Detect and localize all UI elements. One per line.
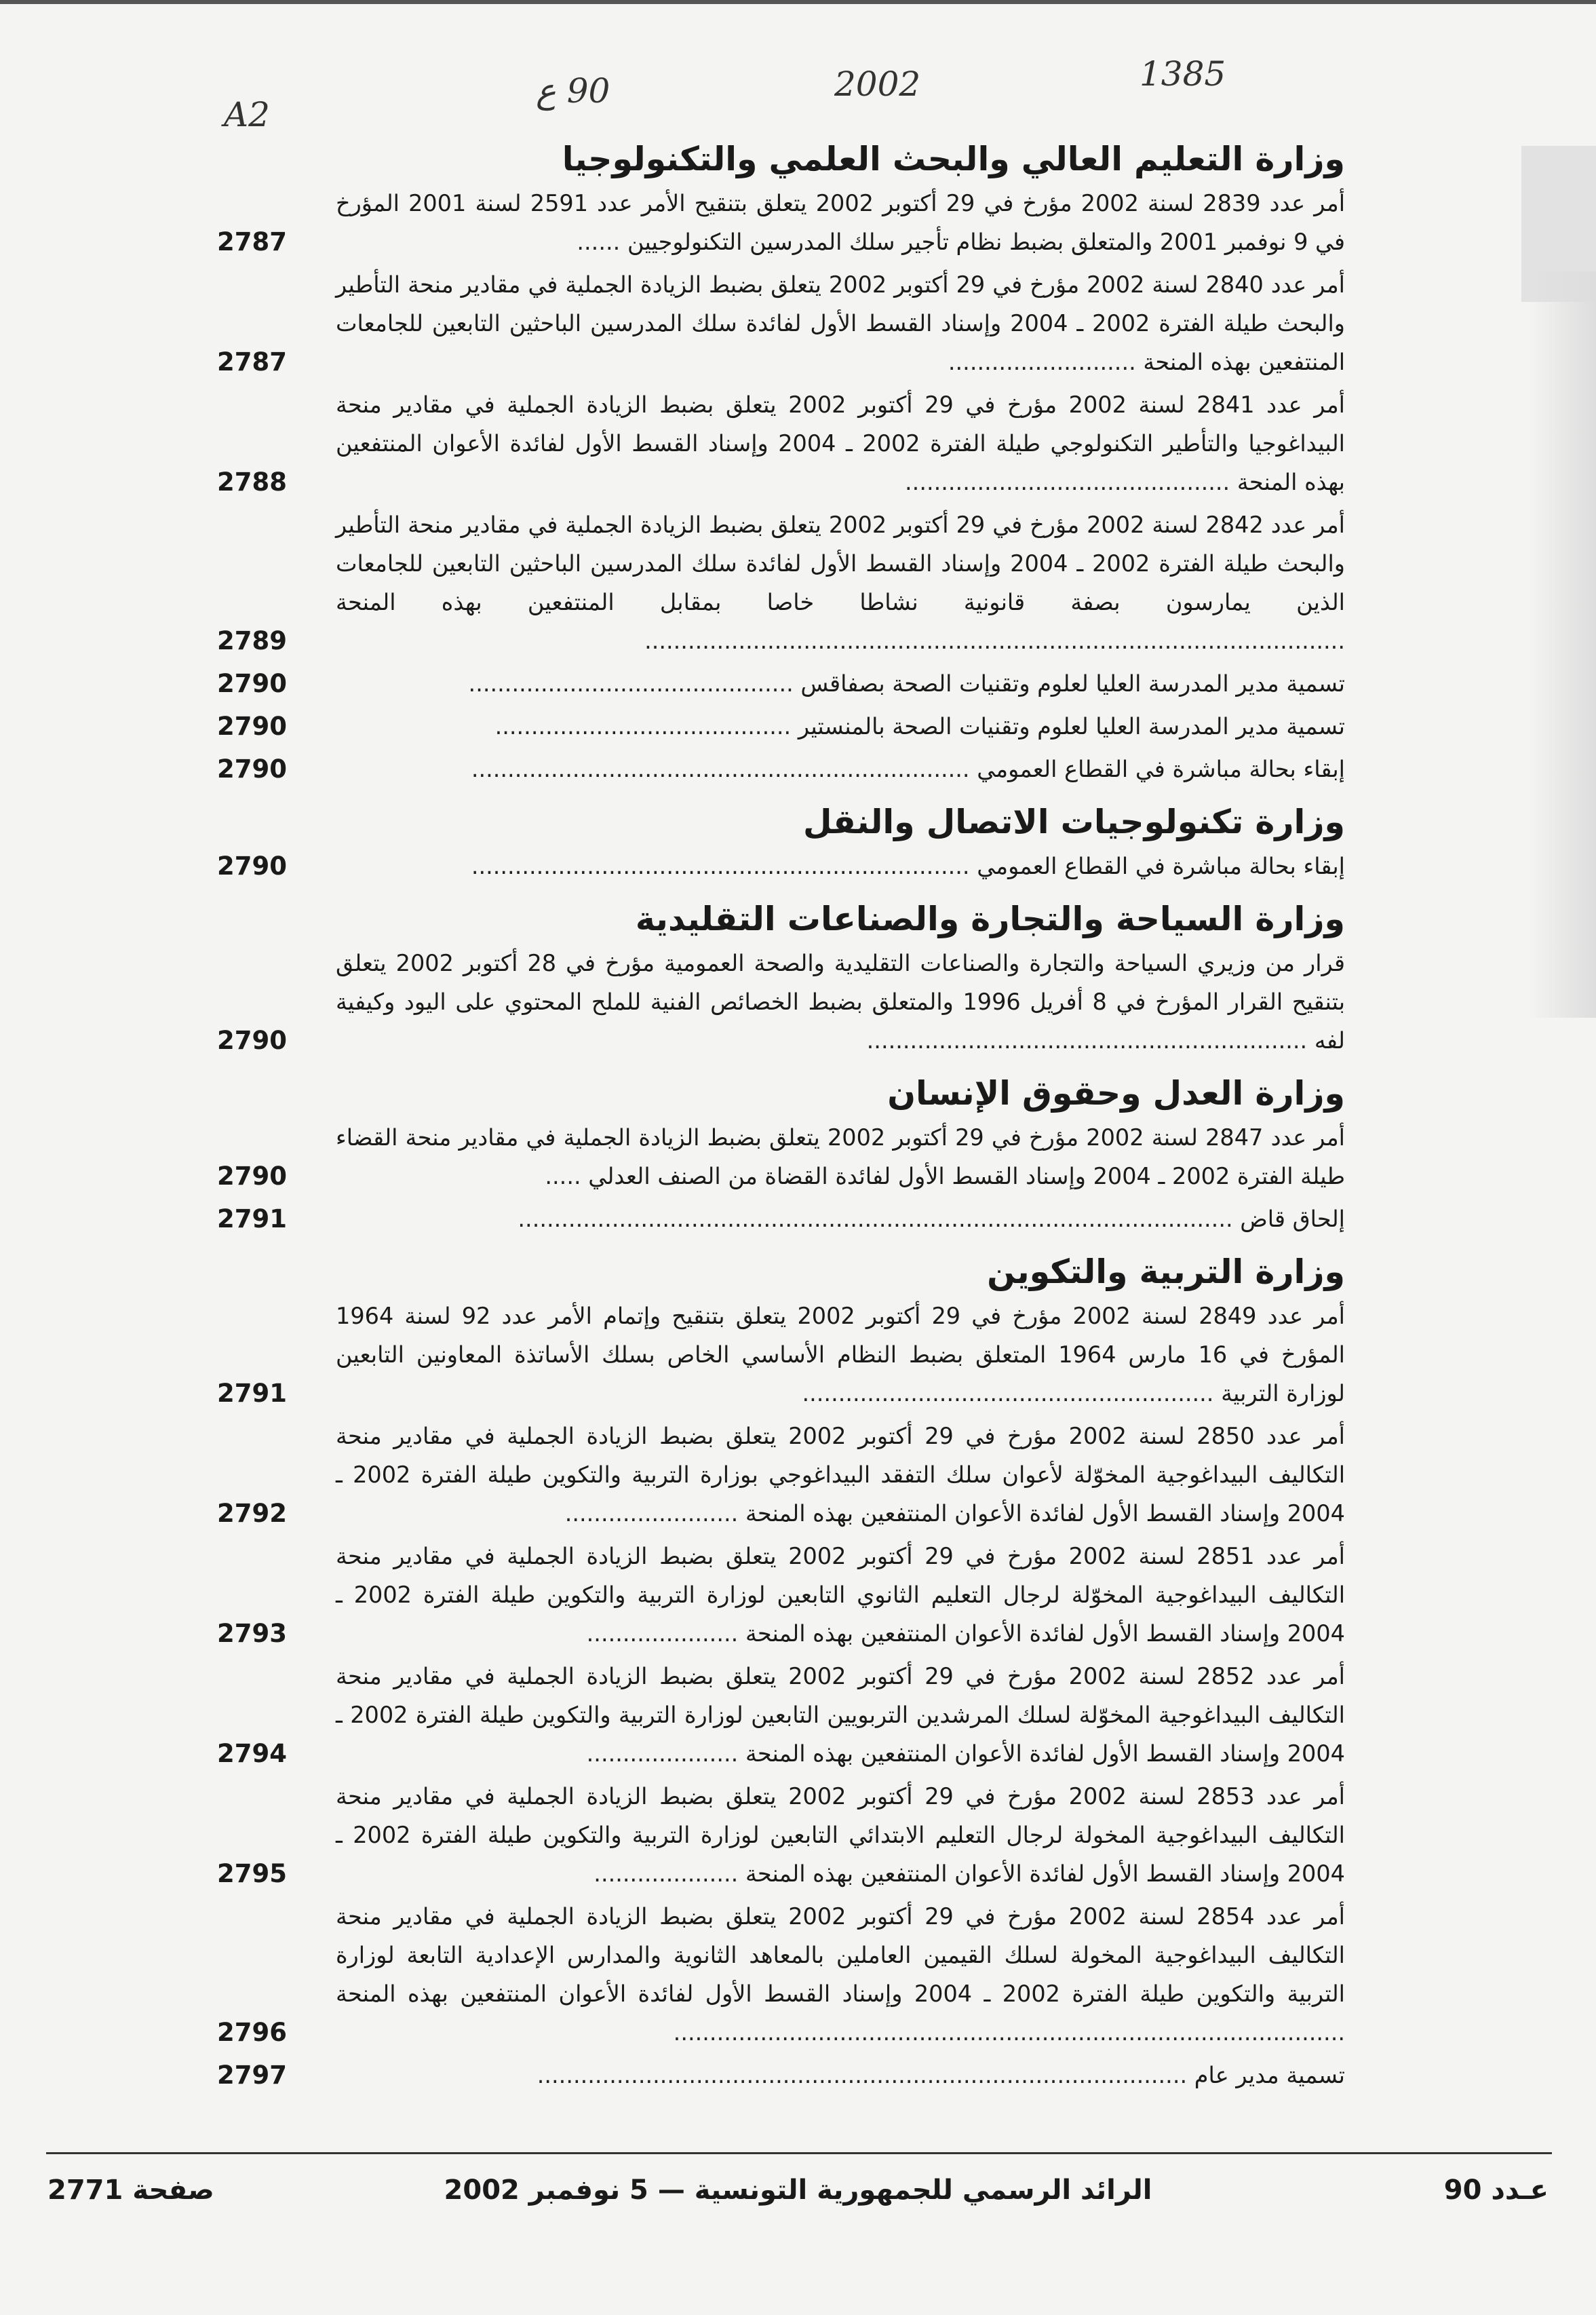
entry-page-number: 2787 xyxy=(217,347,287,377)
leader-dots: ..... xyxy=(545,1163,581,1189)
entry-page-number: 2790 xyxy=(217,669,287,698)
entry-text: أمر عدد 2840 لسنة 2002 مؤرخ في 29 أكتوبر 2002 يتعلق بضبط الزيادة الجملية في مقادير منحة التأطير والبحث طيلة الفترة 2002 ـ 2004 وإسناد القسط الأول لفائدة سلك المدرسين الباحثين التابعين للجامعات المنتفعين بهذه المنحة xyxy=(336,271,1345,375)
leader-dots: ........................ xyxy=(564,1500,739,1527)
ministry-section xyxy=(217,1248,1345,2094)
entry-text: تسمية مدير المدرسة العليا لعلوم وتقنيات الصحة بصفاقس xyxy=(800,670,1345,697)
entry-text: أمر عدد 2849 لسنة 2002 مؤرخ في 29 أكتوبر 2002 يتعلق بتنقيح وإتمام الأمر عدد 92 لسنة 1964 المؤرخ في 16 مارس 1964 المتعلق بضبط النظام الأساسي الخاص بسلك الأساتذة المعاونين التابعين لوزارة التربية xyxy=(336,1303,1345,1407)
ministry-section xyxy=(217,895,1345,1060)
entry-page-number: 2790 xyxy=(217,1026,287,1055)
toc-entry[interactable] xyxy=(217,265,1345,381)
handwritten-note-1: A2 xyxy=(224,95,270,134)
toc-entry[interactable] xyxy=(217,1537,1345,1653)
entry-text: إلحاق قاض xyxy=(1240,1206,1345,1232)
issue-number: عـدد 90 xyxy=(1443,2175,1549,2206)
entry-text-block xyxy=(336,1777,1345,1893)
leader-dots: ..................... xyxy=(586,1620,739,1647)
entry-text: أمر عدد 2850 لسنة 2002 مؤرخ في 29 أكتوبر 2002 يتعلق بضبط الزيادة الجملية في مقادير منحة التكاليف البيداغوجية المخوّلة لأعوان سلك التفقد البيداغوجي بوزارة التربية والتكوين طيلة الفترة 2002 ـ 2004 وإسناد القسط الأول لفائدة الأعوان المنتفعين بهذه المنحة xyxy=(336,1423,1345,1527)
entry-text: أمر عدد 2853 لسنة 2002 مؤرخ في 29 أكتوبر 2002 يتعلق بضبط الزيادة الجملية في مقادير منحة التكاليف البيداغوجية المخولة لرجال التعليم الابتدائي التابعين لوزارة التربية والتكوين طيلة الفترة 2002 ـ 2004 وإسناد القسط الأول لفائدة الأعوان المنتفعين بهذه المنحة xyxy=(336,1783,1345,1887)
entry-page-number: 2797 xyxy=(217,2061,287,2090)
entry-text: أمر عدد 2851 لسنة 2002 مؤرخ في 29 أكتوبر 2002 يتعلق بضبط الزيادة الجملية في مقادير منحة التكاليف البيداغوجية المخوّلة لرجال التعليم الثانوي التابعين لوزارة التربية والتكوين طيلة الفترة 2002 ـ 2004 وإسناد القسط الأول لفائدة الأعوان المنتفعين بهذه المنحة xyxy=(336,1543,1345,1647)
entry-text: أمر عدد 2839 لسنة 2002 مؤرخ في 29 أكتوبر 2002 يتعلق بتنقيح الأمر عدد 2591 لسنة 2001 المؤرخ في 9 نوفمبر 2001 والمتعلق بضبط نظام تأجير سلك المدرسين التكنولوجيين xyxy=(336,190,1346,255)
leader-dots: ............................................. xyxy=(468,670,794,697)
handwritten-note-4: 1385 xyxy=(1140,54,1226,94)
toc-entry[interactable] xyxy=(217,505,1345,660)
toc-entry[interactable] xyxy=(217,707,1345,746)
entry-page-number: 2789 xyxy=(217,626,287,655)
entry-text-block xyxy=(336,1297,1345,1413)
entry-page-number: 2790 xyxy=(217,712,287,741)
footer-divider xyxy=(46,2152,1552,2154)
entry-text-block xyxy=(336,847,1345,885)
table-of-contents xyxy=(217,126,1345,2099)
ministry-title: وزارة العدل وحقوق الإنسان xyxy=(887,1074,1345,1113)
gazette-title: الرائد الرسمي للجمهورية التونسية — 5 نوفمبر 2002 xyxy=(444,2175,1152,2206)
leader-dots: .................... xyxy=(593,1860,739,1887)
toc-entry[interactable] xyxy=(217,847,1345,885)
entry-text-block xyxy=(336,1118,1345,1195)
ministry-section xyxy=(217,135,1345,788)
entry-text-block xyxy=(336,1897,1345,2052)
toc-entry[interactable] xyxy=(217,1897,1345,2052)
entry-page-number: 2788 xyxy=(217,467,287,497)
leader-dots: ...... xyxy=(577,229,621,255)
entry-text: أمر عدد 2854 لسنة 2002 مؤرخ في 29 أكتوبر 2002 يتعلق بضبط الزيادة الجملية في مقادير منحة التكاليف البيداغوجية المخولة لسلك القيمين العاملين بالمعاهد الثانوية والمدارس الإعدادية التابعة لوزارة التربية والتكوين طيلة الفترة 2002 ـ 2004 وإسناد القسط الأول لفائدة الأعوان المنتفعين بهذه المنحة xyxy=(336,1903,1345,2007)
entry-text: إبقاء بحالة مباشرة في القطاع العمومي xyxy=(977,756,1345,782)
toc-entry[interactable] xyxy=(217,750,1345,788)
toc-entry[interactable] xyxy=(217,1297,1345,1413)
entry-text-block xyxy=(336,707,1345,746)
entry-page-number: 2795 xyxy=(217,1859,287,1888)
leader-dots: ......................................................... xyxy=(802,1380,1214,1407)
entry-text: قرار من وزيري السياحة والتجارة والصناعات التقليدية والصحة العمومية مؤرخ في 28 أكتوبر 2002 يتعلق بتنقيح القرار المؤرخ في 8 أفريل 1996 والمتعلق بضبط الخصائص الفنية للملح المحتوي على اليود وكيفية لفه xyxy=(336,950,1346,1054)
entry-text-block xyxy=(336,664,1345,703)
entry-text: أمر عدد 2852 لسنة 2002 مؤرخ في 29 أكتوبر 2002 يتعلق بضبط الزيادة الجملية في مقادير منحة التكاليف البيداغوجية المخوّلة لسلك المرشدين التربويين التابعين لوزارة التربية والتكوين طيلة الفترة 2002 ـ 2004 وإسناد القسط الأول لفائدة الأعوان المنتفعين بهذه المنحة xyxy=(336,1663,1345,1767)
toc-entry[interactable] xyxy=(217,1777,1345,1893)
leader-dots: .......................... xyxy=(948,349,1136,375)
entry-text-block xyxy=(336,944,1345,1060)
entry-page-number: 2796 xyxy=(217,2018,287,2047)
entry-text: أمر عدد 2842 لسنة 2002 مؤرخ في 29 أكتوبر 2002 يتعلق بضبط الزيادة الجملية في مقادير منحة التأطير والبحث طيلة الفترة 2002 ـ 2004 وإسناد القسط الأول لفائدة سلك المدرسين الباحثين التابعين للجامعات الذين يمارسون بصفة قانونية نشاطا خاصا بمقابل المنتفعين بهذه المنحة xyxy=(336,512,1345,615)
entry-text-block xyxy=(336,1417,1345,1533)
entry-page-number: 2792 xyxy=(217,1499,287,1528)
toc-entry[interactable] xyxy=(217,1417,1345,1533)
top-edge-line xyxy=(0,0,1596,4)
ministry-title: وزارة السياحة والتجارة والصناعات التقليدية xyxy=(635,900,1345,938)
entry-text: إبقاء بحالة مباشرة في القطاع العمومي xyxy=(977,853,1345,879)
entry-page-number: 2790 xyxy=(217,1162,287,1191)
page-number: صفحة 2771 xyxy=(47,2175,214,2206)
entry-page-number: 2791 xyxy=(217,1204,287,1233)
leader-dots: ............................................................. xyxy=(866,1027,1308,1054)
leader-dots: ..................................................................... xyxy=(471,756,970,782)
leader-dots: .......................................................................................... xyxy=(537,2062,1188,2088)
entry-page-number: 2794 xyxy=(217,1739,287,1768)
entry-text: أمر عدد 2847 لسنة 2002 مؤرخ في 29 أكتوبر 2002 يتعلق بضبط الزيادة الجملية في مقادير منحة القضاء طيلة الفترة 2002 ـ 2004 وإسناد القسط الأول لفائدة القضاة من الصنف العدلي xyxy=(336,1124,1345,1189)
leader-dots: ......................................... xyxy=(494,713,792,740)
entry-text-block xyxy=(336,2056,1345,2094)
leader-dots: ..................................................................... xyxy=(471,853,970,879)
ministry-section xyxy=(217,1069,1345,1238)
entry-text-block xyxy=(336,265,1345,381)
ministry-section xyxy=(217,798,1345,885)
leader-dots: ............................................................................................. xyxy=(673,2019,1345,2046)
leader-dots: ..................... xyxy=(586,1740,739,1767)
entry-page-number: 2790 xyxy=(217,852,287,881)
toc-entry[interactable] xyxy=(217,1200,1345,1238)
entry-text-block xyxy=(336,1537,1345,1653)
entry-text: أمر عدد 2841 لسنة 2002 مؤرخ في 29 أكتوبر 2002 يتعلق بضبط الزيادة الجملية في مقادير منحة البيداغوجيا والتأطير التكنولوجي طيلة الفترة 2002 ـ 2004 وإسناد القسط الأول لفائدة الأعوان المنتفعين بهذه المنحة xyxy=(336,391,1345,495)
ministry-title: وزارة التعليم العالي والبحث العلمي والتكنولوجيا xyxy=(562,140,1345,178)
entry-text-block xyxy=(336,750,1345,788)
toc-entry[interactable] xyxy=(217,664,1345,703)
ministry-title: وزارة التربية والتكوين xyxy=(987,1252,1345,1291)
handwritten-note-2: 90 ع xyxy=(536,71,610,111)
entry-text-block xyxy=(336,1657,1345,1773)
entry-text-block xyxy=(336,184,1345,261)
page-edge-shadow xyxy=(1528,271,1596,1018)
page-footer xyxy=(47,2175,1549,2215)
entry-page-number: 2791 xyxy=(217,1379,287,1408)
leader-dots: ............................................. xyxy=(905,469,1230,495)
toc-entry[interactable] xyxy=(217,1118,1345,1195)
entry-text: تسمية مدير المدرسة العليا لعلوم وتقنيات الصحة بالمنستير xyxy=(798,713,1345,740)
entry-text-block xyxy=(336,1200,1345,1238)
entry-page-number: 2790 xyxy=(217,754,287,784)
entry-text: تسمية مدير عام xyxy=(1194,2062,1345,2088)
handwritten-note-3: 2002 xyxy=(834,64,921,104)
leader-dots: ................................................................................................. xyxy=(644,628,1345,654)
toc-entry[interactable] xyxy=(217,1657,1345,1773)
toc-entry[interactable] xyxy=(217,944,1345,1060)
ministry-title: وزارة تكنولوجيات الاتصال والنقل xyxy=(802,803,1345,841)
leader-dots: ................................................................................................... xyxy=(518,1206,1233,1232)
toc-entry[interactable] xyxy=(217,385,1345,501)
toc-entry[interactable] xyxy=(217,184,1345,261)
entry-page-number: 2787 xyxy=(217,227,287,256)
entry-page-number: 2793 xyxy=(217,1619,287,1648)
entry-text-block xyxy=(336,385,1345,501)
entry-text-block xyxy=(336,505,1345,660)
toc-entry[interactable] xyxy=(217,2056,1345,2094)
